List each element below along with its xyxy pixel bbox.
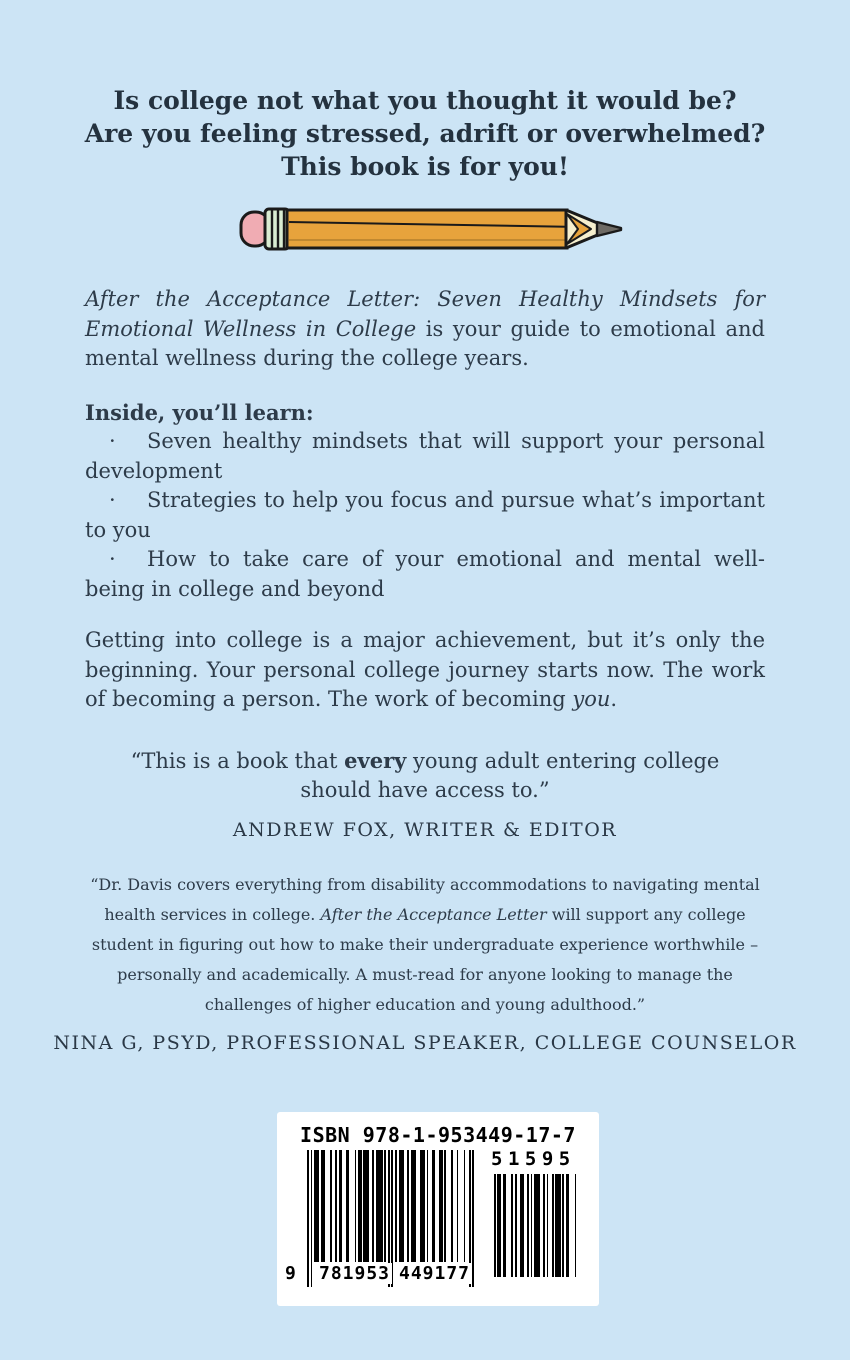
pencil-graphite-tip xyxy=(597,222,621,236)
headline xyxy=(0,84,850,183)
barcode-digit-group: 449177 xyxy=(399,1263,471,1284)
quote1-pre: “This is a book that xyxy=(130,748,345,773)
bullet-dot: · xyxy=(109,547,116,571)
quote2-post: will support any college student in figuring out how to make their undergraduate experience worthwhile – personally and academically. A must-read for anyone looking to manage the challenges of higher education and young adulthood.” xyxy=(91,904,759,1014)
quote1-post: young adult entering college should have access to.” xyxy=(300,748,720,802)
learn-heading: Inside, you’ll learn: xyxy=(85,399,314,425)
journey-post: . xyxy=(610,687,618,711)
barcode-digit-group: 9 xyxy=(285,1263,297,1284)
list-item xyxy=(85,427,765,486)
book-title-italic: After the Acceptance Letter: Seven Healthy Mindsets for Emotional Wellness in College xyxy=(85,287,765,341)
journey-you-italic: you xyxy=(572,687,611,711)
pencil-icon xyxy=(236,203,626,255)
quote1-bold-word: every xyxy=(344,747,407,773)
intro-rest: is your guide to emotional and mental wellness during the college years. xyxy=(85,316,765,370)
endorsement-quote-2 xyxy=(78,870,772,1020)
list-item xyxy=(85,545,765,604)
isbn-label: ISBN 978-1-953449-17-7 xyxy=(300,1123,576,1147)
quote2-pre: “Dr. Davis covers everything from disability accommodations to navigating mental health services in college. xyxy=(90,874,760,924)
list-item-text: Strategies to help you focus and pursue what’s important to you xyxy=(85,488,765,542)
headline-line-2: Are you feeling stressed, adrift or overwhelmed? xyxy=(84,119,766,148)
price-code-label: 51595 xyxy=(491,1148,576,1170)
isbn-barcode-box xyxy=(277,1112,599,1306)
quote2-attribution: NINA G, PSYD, PROFESSIONAL SPEAKER, COLLEGE COUNSELOR xyxy=(53,1031,797,1054)
learn-bullet-list xyxy=(85,427,765,604)
ean5-addon-barcode xyxy=(492,1174,577,1277)
pencil-body xyxy=(287,210,567,248)
pencil-illustration-wrap xyxy=(0,203,850,259)
bullet-dot: · xyxy=(109,429,116,453)
list-item xyxy=(85,486,765,545)
headline-line-1: Is college not what you thought it would be? xyxy=(113,86,737,115)
list-item-text: Seven healthy mindsets that will support your personal development xyxy=(85,429,765,483)
barcode-digit-group: 781953 xyxy=(319,1263,391,1284)
journey-paragraph xyxy=(85,626,765,715)
list-item-text: How to take care of your emotional and mental well-being in college and beyond xyxy=(85,547,765,601)
quote2-title-italic: After the Acceptance Letter xyxy=(320,904,547,924)
headline-line-3: This book is for you! xyxy=(281,152,569,181)
journey-pre: Getting into college is a major achievement, but it’s only the beginning. Your personal college journey starts now. The work of becoming a person. The work of becoming xyxy=(85,628,765,711)
quote1-attribution: ANDREW FOX, WRITER & EDITOR xyxy=(232,818,618,841)
bullet-dot: · xyxy=(109,488,116,512)
endorsement-quote-1 xyxy=(100,746,750,806)
intro-paragraph xyxy=(85,285,765,374)
